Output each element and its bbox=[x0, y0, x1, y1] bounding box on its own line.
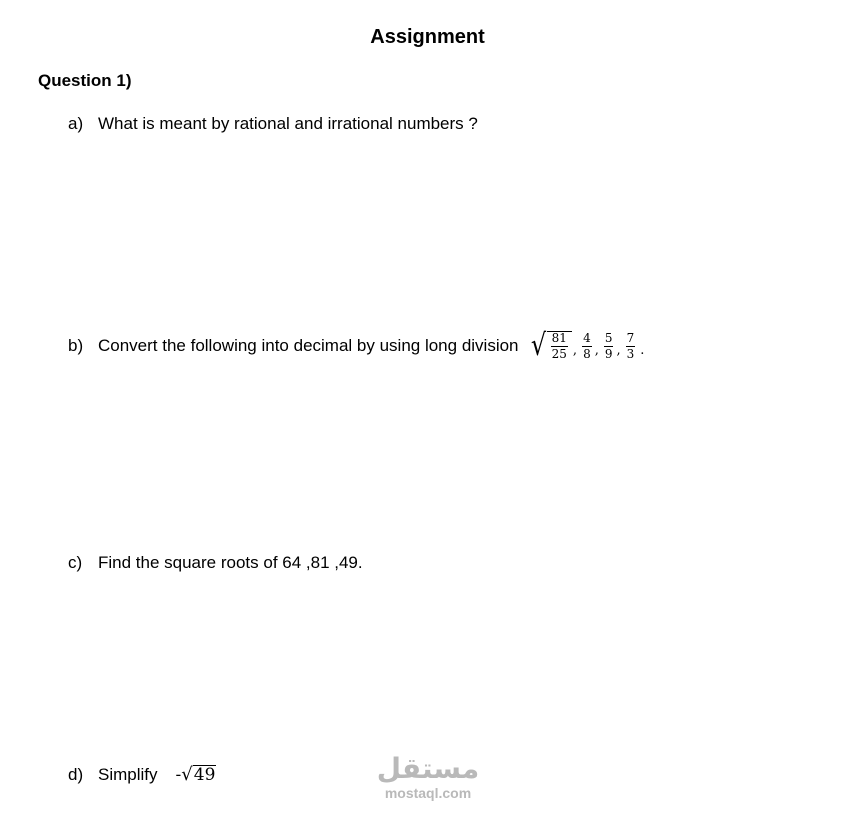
watermark-logo bbox=[372, 752, 484, 801]
comma-separator: , bbox=[616, 342, 621, 358]
radical-sign-icon: √ bbox=[530, 328, 546, 363]
page-title: Assignment bbox=[370, 26, 485, 48]
item-text: Convert the following into decimal by using long division bbox=[98, 336, 519, 355]
numerator: 4 bbox=[583, 330, 591, 345]
minus-sign: - bbox=[175, 765, 182, 785]
numerator: 7 bbox=[626, 330, 635, 345]
watermark-site: mostaql.com bbox=[384, 785, 472, 801]
comma-separator: , bbox=[572, 342, 578, 358]
fraction bbox=[602, 332, 616, 360]
denominator: 8 bbox=[583, 346, 591, 361]
period: . bbox=[640, 342, 645, 358]
item-label: a) bbox=[68, 114, 84, 133]
denominator: 9 bbox=[604, 346, 613, 361]
item-text: Simplify bbox=[98, 764, 158, 784]
square-root-fraction bbox=[529, 328, 572, 363]
fraction-list bbox=[529, 328, 645, 363]
comma-separator: , bbox=[594, 342, 599, 358]
watermark-arabic: مستقل bbox=[376, 752, 480, 785]
radicand: 49 bbox=[193, 765, 216, 786]
question-item-a bbox=[68, 114, 478, 134]
radical-sign-icon: √ bbox=[181, 764, 193, 785]
fraction bbox=[549, 332, 570, 360]
question-heading: Question 1) bbox=[38, 71, 132, 90]
item-label: c) bbox=[68, 553, 83, 572]
denominator: 25 bbox=[551, 347, 567, 361]
question-item-b bbox=[68, 322, 644, 370]
item-text: Find the square roots of 64 ,81 ,49. bbox=[98, 553, 363, 572]
negative-square-root bbox=[176, 764, 217, 785]
numerator: 81 bbox=[551, 331, 567, 346]
numerator: 5 bbox=[604, 330, 613, 345]
fraction bbox=[580, 332, 594, 360]
item-label: b) bbox=[68, 336, 84, 355]
question-item-c bbox=[68, 553, 363, 573]
item-text: What is meant by rational and irrational numbers ? bbox=[98, 114, 478, 133]
denominator: 3 bbox=[626, 346, 635, 361]
question-item-d bbox=[68, 764, 216, 785]
fraction bbox=[624, 332, 638, 360]
item-label: d) bbox=[68, 764, 84, 784]
